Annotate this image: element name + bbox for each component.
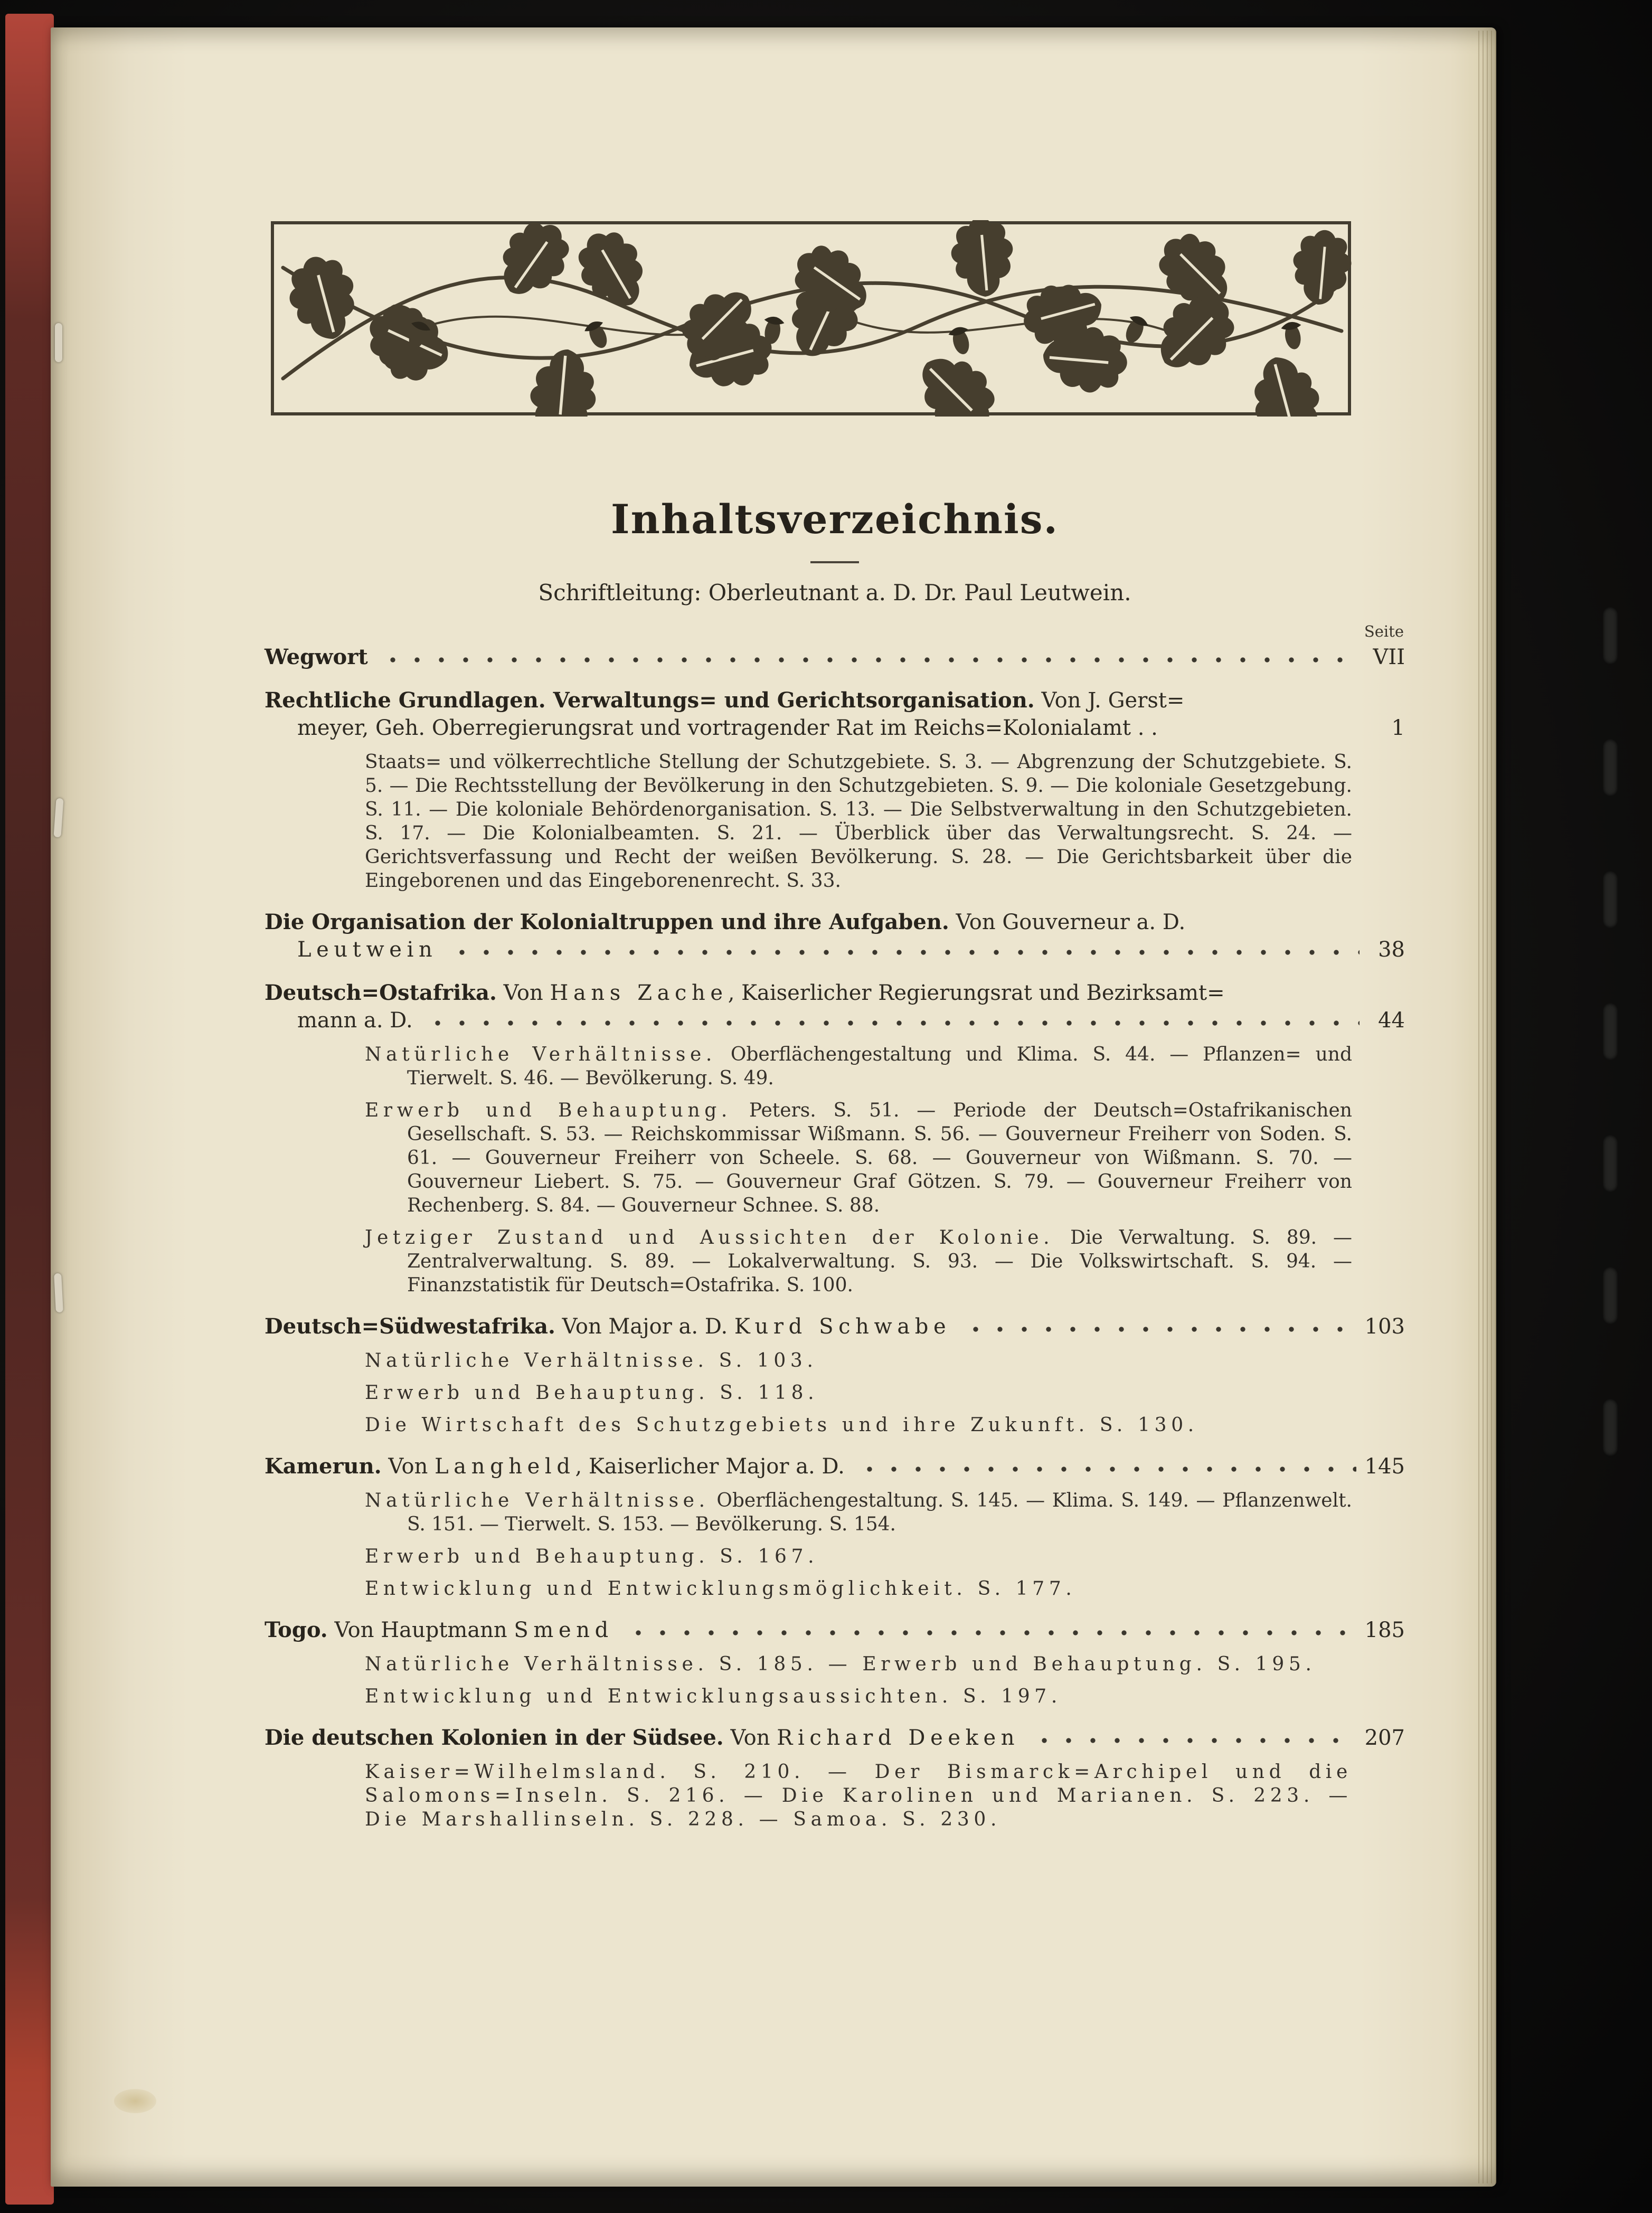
toc-sub-paragraph bbox=[265, 1489, 1405, 1536]
text-segment: Von bbox=[381, 1454, 435, 1479]
text-segment: Die Organisation der Kolonialtruppen und ihre Aufgaben. bbox=[265, 910, 949, 934]
text-segment: Die Verwaltung. S. 89. — Zentralverwaltung. S. 89. — Lokalverwaltung. S. 93. — Die Volkswirtschaft. S. 94. — Finanzstatistik für Deutsch=Ostafrika. S. 100. bbox=[407, 1227, 1352, 1296]
toc-entry-line bbox=[265, 1616, 1405, 1644]
text-segment: Die Wirtschaft des Schutzgebiets und ihre Zukunft. S. 130. bbox=[365, 1414, 1198, 1436]
entry-text bbox=[297, 714, 1158, 742]
entry-text bbox=[265, 979, 1225, 1007]
text-segment: mann a. D. bbox=[297, 1008, 413, 1033]
text-segment: Natürliche Verhältnisse. bbox=[365, 1044, 716, 1065]
text-segment: Entwicklung und Entwicklungsmöglichkeit. S. 177. bbox=[365, 1578, 1077, 1600]
text-segment: Rechtliche Grundlagen. Verwaltungs= und Gerichtsorganisation. bbox=[265, 688, 1035, 713]
entry-text bbox=[265, 644, 368, 671]
text-segment: Erwerb und Behauptung. S. 118. bbox=[365, 1382, 819, 1404]
text-segment: Die deutschen Kolonien in der Südsee. bbox=[265, 1725, 724, 1750]
toc-sub-paragraph bbox=[265, 1577, 1405, 1601]
text-segment: Richard Deeken bbox=[777, 1726, 1020, 1750]
text-segment: Langheld bbox=[435, 1454, 575, 1479]
text-segment: Natürliche Verhältnisse. S. 103. bbox=[365, 1350, 818, 1372]
toc-entries bbox=[265, 644, 1405, 1831]
text-segment: Von J. Gerst= bbox=[1034, 688, 1185, 713]
entry-text bbox=[265, 1453, 845, 1480]
dot-leader bbox=[447, 939, 1360, 957]
text-segment: Natürliche Verhältnisse. S. 185. — Erwerb und Behauptung. S. 195. bbox=[365, 1653, 1316, 1675]
text-segment: Deutsch=Südwestafrika. bbox=[265, 1314, 555, 1339]
text-segment: , Kaiserlicher Regierungsrat und Bezirksamt= bbox=[728, 981, 1225, 1005]
page-content bbox=[265, 27, 1405, 1831]
toc-entry-line bbox=[265, 1007, 1405, 1034]
toc-entry-line bbox=[265, 979, 1405, 1007]
text-segment: Smend bbox=[514, 1618, 613, 1642]
toc-entry-line bbox=[265, 644, 1405, 671]
binding-slot bbox=[1603, 607, 1618, 664]
text-segment: Peters. S. 51. — Periode der Deutsch=Ostafrikanischen Gesellschaft. S. 53. — Reichskommissar Wißmann. S. 56. — Gouverneur Freiherr von Soden. S. 61. — Gouverneur Freiherr von Scheele. S. 68. — Gouverneur von Wißmann. S. 70. — Gouverneur Liebert. S. 75. — Gouverneur Graf Götzen. S. 79. — Gouverneur Freiherr von Rechenberg. S. 84. — Gouverneur Schnee. S. 88. bbox=[407, 1100, 1352, 1216]
toc-sub-paragraph bbox=[265, 1349, 1405, 1373]
paper-stain bbox=[114, 2089, 156, 2113]
text-segment: Natürliche Verhältnisse. bbox=[365, 1490, 710, 1511]
entry-text bbox=[297, 1007, 413, 1034]
text-segment: Von bbox=[723, 1726, 777, 1750]
toc-sub-paragraph bbox=[265, 1381, 1405, 1405]
toc-sub-paragraph bbox=[265, 1760, 1405, 1831]
text-segment: Von Gouverneur a. D. bbox=[949, 910, 1186, 934]
binding-slot bbox=[1603, 871, 1618, 928]
text-segment: Jetziger Zustand und Aussichten der Kolonie. bbox=[365, 1227, 1054, 1249]
binding-slot bbox=[1603, 1135, 1618, 1192]
toc-entry bbox=[265, 1724, 1405, 1831]
toc-sub-paragraph bbox=[265, 1226, 1405, 1297]
toc-entry-line bbox=[265, 936, 1405, 963]
page-number: VII bbox=[1373, 645, 1405, 669]
text-segment: Kamerun. bbox=[265, 1454, 382, 1479]
entry-text bbox=[265, 1616, 613, 1644]
text-segment: Von Major a. D. bbox=[555, 1314, 734, 1339]
page-number: 207 bbox=[1364, 1726, 1405, 1750]
binding-slot bbox=[1603, 739, 1618, 796]
page-title: Inhaltsverzeichnis. bbox=[611, 496, 1059, 543]
binding-stitch bbox=[55, 323, 62, 362]
text-segment: Entwicklung und Entwicklungsaussichten. S. 197. bbox=[365, 1686, 1062, 1707]
text-segment: Deutsch=Ostafrika. bbox=[265, 980, 497, 1005]
entry-text bbox=[265, 1724, 1019, 1752]
text-segment: Leutwein bbox=[297, 938, 438, 962]
binding-slot bbox=[1603, 1267, 1618, 1324]
dot-leader bbox=[1029, 1727, 1356, 1745]
text-segment: Staats= und völkerrechtliche Stellung der Schutzgebiete. S. 3. — Abgrenzung der Schutzgebiete. S. 5. — Die Rechtsstellung der Bevölkerung in den Schutzgebieten. S. 9. — Die koloniale Gesetzgebung. S. 11. — Die koloniale Behördenorganisation. S. 13. — Die Selbstverwaltung in den Schutzgebieten. S. 17. — Die Kolonialbeamten. S. 21. — Überblick über das Verwaltungsrecht. S. 24. — Gerichtsverfassung und Recht der weißen Bevölkerung. S. 28. — Die Gerichtsbarkeit über die Eingeborenen und das Eingeborenenrecht. S. 33. bbox=[365, 751, 1352, 892]
toc-entry bbox=[265, 909, 1405, 963]
oak-leaf-ornament-image bbox=[270, 220, 1352, 417]
dot-leader bbox=[377, 646, 1360, 664]
text-segment: Erwerb und Behauptung. S. 167. bbox=[365, 1546, 819, 1567]
toc-entry bbox=[265, 979, 1405, 1297]
page-number: 38 bbox=[1378, 938, 1405, 962]
text-segment: Erwerb und Behauptung. bbox=[365, 1100, 732, 1121]
text-segment: Von bbox=[496, 981, 550, 1005]
text-segment: Hans Zache bbox=[550, 981, 728, 1005]
page-column-label: Seite bbox=[1364, 622, 1404, 640]
toc-entry bbox=[265, 1313, 1405, 1437]
text-segment: , Kaiserlicher Major a. D. bbox=[575, 1454, 845, 1479]
toc-entry-line bbox=[265, 1724, 1405, 1752]
toc-entry-line bbox=[265, 1453, 1405, 1480]
toc-sub-paragraph bbox=[265, 1545, 1405, 1568]
toc-entry bbox=[265, 687, 1405, 893]
toc-entry-line bbox=[265, 714, 1405, 742]
dot-leader bbox=[623, 1619, 1356, 1637]
text-segment: Von Hauptmann bbox=[327, 1618, 514, 1642]
scanned-page bbox=[51, 27, 1496, 2187]
editor-line: Schriftleitung: Oberleutnant a. D. Dr. Paul Leutwein. bbox=[538, 580, 1131, 606]
dot-leader bbox=[422, 1009, 1360, 1027]
text-segment: meyer, Geh. Oberregierungsrat und vortragender Rat im Reichs=Kolonialamt . . bbox=[297, 716, 1158, 740]
page-number: 44 bbox=[1378, 1008, 1405, 1033]
text-segment: Kurd Schwabe bbox=[734, 1314, 951, 1339]
entry-text bbox=[265, 1313, 951, 1340]
text-segment: Oberflächengestaltung und Klima. S. 44. — Pflanzen= und Tierwelt. S. 46. — Bevölkerung. S. 49. bbox=[407, 1044, 1352, 1089]
toc-sub-paragraph bbox=[265, 1685, 1405, 1708]
toc-entry bbox=[265, 644, 1405, 671]
binding-stitch bbox=[54, 1273, 63, 1313]
dot-leader bbox=[960, 1316, 1356, 1334]
book-cover-red-edge bbox=[5, 14, 54, 2205]
text-segment: Togo. bbox=[265, 1618, 328, 1642]
entry-text bbox=[265, 909, 1185, 936]
entry-text bbox=[297, 936, 437, 963]
page-number: 1 bbox=[1391, 716, 1405, 740]
title-divider bbox=[810, 561, 859, 563]
page-number: 185 bbox=[1364, 1618, 1405, 1642]
toc-sub-paragraph bbox=[265, 1099, 1405, 1217]
text-segment: Kaiser=Wilhelmsland. S. 210. — Der Bismarck=Archipel und die Salomons=Inseln. S. 216. — Die Karolinen und Marianen. S. 223. — Die Marshallinseln. S. 228. — Samoa. S. 230. bbox=[365, 1761, 1352, 1830]
toc-sub-paragraph bbox=[265, 1043, 1405, 1090]
binding-stitch bbox=[53, 798, 63, 838]
toc-entry bbox=[265, 1616, 1405, 1708]
dot-leader bbox=[854, 1455, 1356, 1473]
toc-sub-paragraph bbox=[265, 1652, 1405, 1676]
back-cover-binding-slots bbox=[1603, 607, 1624, 1505]
binding-slot bbox=[1603, 1003, 1618, 1060]
toc-entry-line bbox=[265, 687, 1405, 714]
entry-text bbox=[265, 687, 1184, 714]
toc-sub-paragraph bbox=[265, 1413, 1405, 1437]
toc-entry-line bbox=[265, 909, 1405, 936]
toc-entry-line bbox=[265, 1313, 1405, 1340]
binding-slot bbox=[1603, 1399, 1618, 1456]
text-segment: Wegwort bbox=[265, 645, 368, 669]
page-number: 103 bbox=[1364, 1314, 1405, 1339]
toc-entry bbox=[265, 1453, 1405, 1601]
page-number: 145 bbox=[1364, 1454, 1405, 1479]
toc-sub-paragraph bbox=[265, 750, 1405, 893]
text-segment: Oberflächengestaltung. S. 145. — Klima. S. 149. — Pflanzenwelt. S. 151. — Tierwelt. S. 153. — Bevölkerung. S. 154. bbox=[407, 1490, 1352, 1535]
